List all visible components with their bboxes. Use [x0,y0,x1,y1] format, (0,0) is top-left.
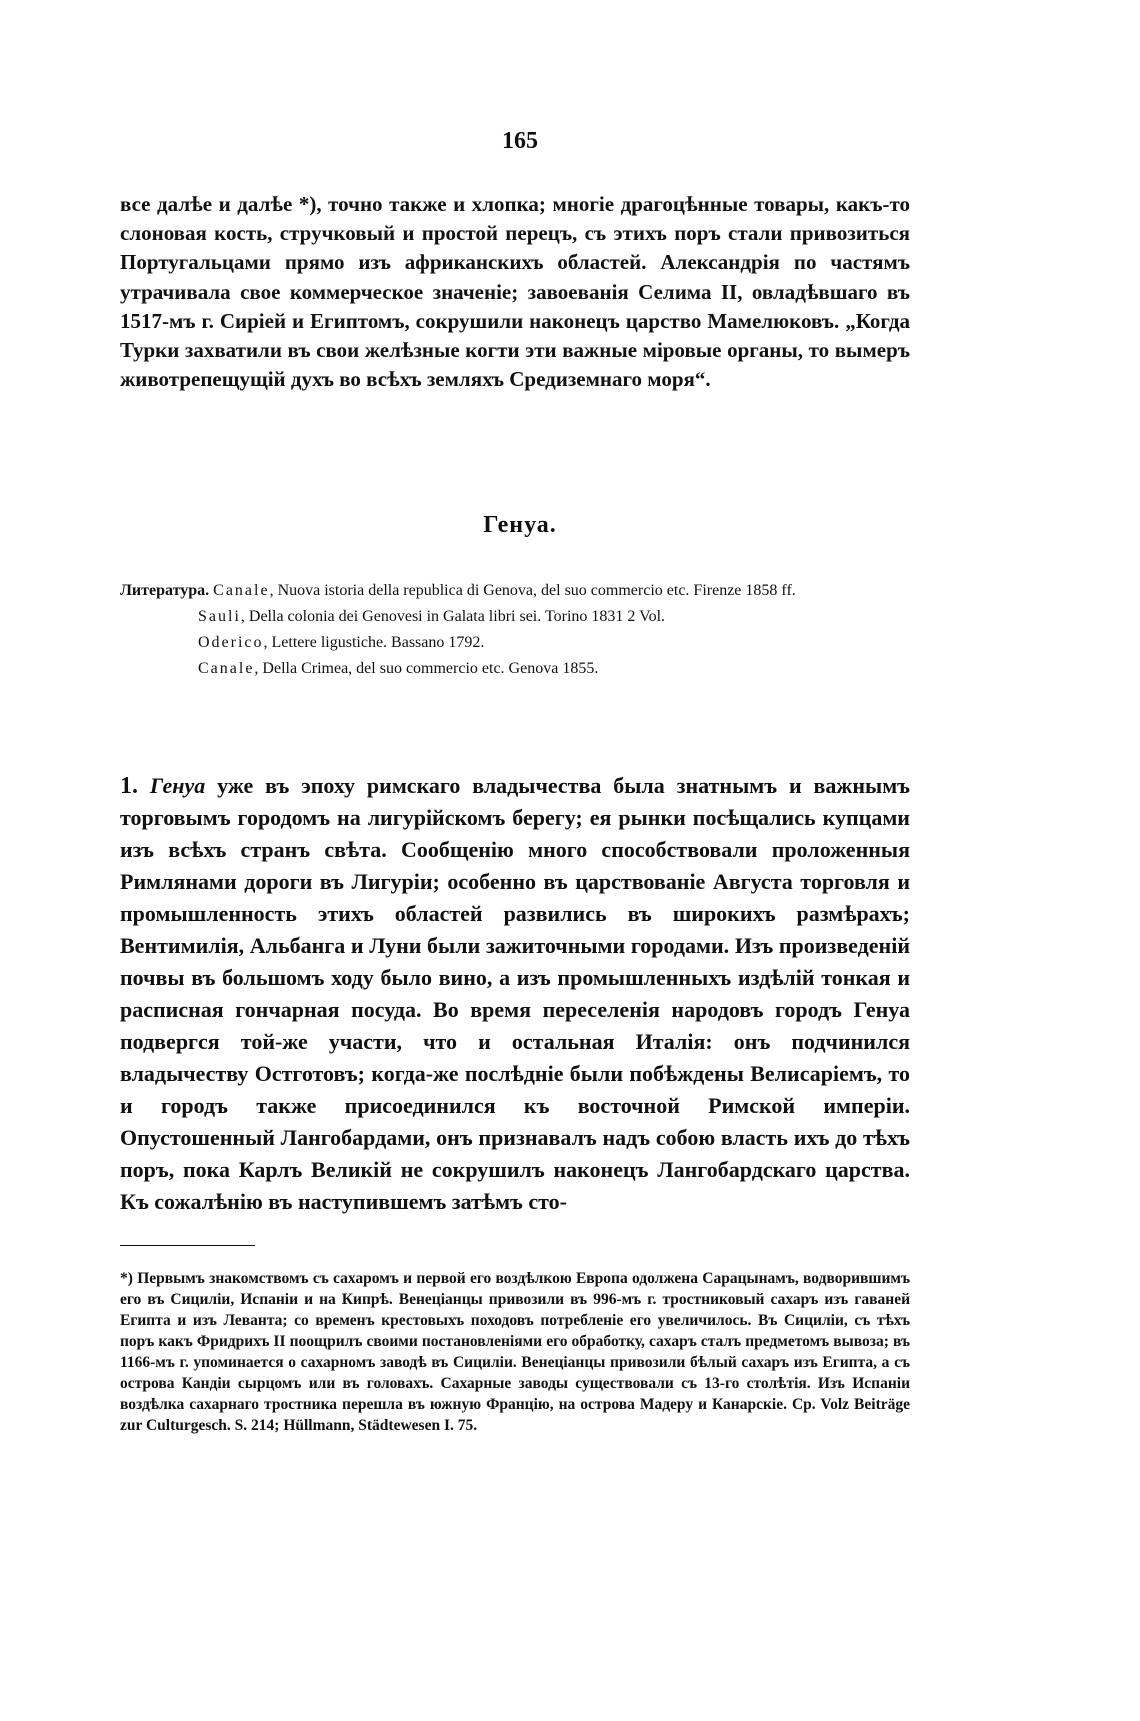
literature-author: Canale [198,660,255,677]
literature-entry [120,580,910,602]
literature-title: , Nuova istoria della republica di Genova, del suo commercio etc. Firenze 1858 ff. [269,582,796,599]
footnote-rule [120,1245,255,1246]
page-number: 165 [502,128,538,154]
paragraph-lead-word: Генуа [149,773,206,798]
footnote: *) Первымъ знакомствомъ съ сахаромъ и первой его воздѣлкою Европа одолжена Сарацынамъ, водворившимъ его въ Сициліи, Испаніи и на Кипрѣ. Венеціанцы привозили въ 996-мъ г. тростниковый сахаръ изъ гаваней Египта и изъ Леванта; со временъ крестовыхъ походовъ потребленіе его увеличилось. Въ Сициліи, съ тѣхъ поръ какъ Фридрихъ II поощрилъ своими постановленіями его обработку, сахаръ сталъ предметомъ вывоза; въ 1166-мъ г. упоминается о сахарномъ заводѣ въ Сициліи. Венеціанцы привозили бѣлый сахаръ изъ Египта, а съ острова Кандіи сырцомъ или въ головахъ. Сахарные заводы существовали съ 13-го столѣтія. Изъ Испаніи воздѣлка сахарнаго тростника перешла въ южную Францію, на острова Мадеру и Канарскіе. Cp. Volz Beiträge zur Culturgesch. S. 214; Hüllmann, Städtewesen I. 75. [120,1270,910,1434]
literature-lead: Литература. [120,582,210,599]
literature-list [120,580,910,684]
section-heading: Генуа. [483,512,557,538]
literature-entry [120,632,910,654]
literature-author: Sauli [198,608,241,625]
literature-author: Oderico [198,634,264,651]
main-paragraph [120,770,910,1218]
paragraph-number: 1. [120,773,138,799]
literature-entry [120,606,910,628]
literature-title: , Della colonia dei Genovesi in Galata libri sei. Torino 1831 2 Vol. [240,608,666,625]
literature-title: , Della Crimea, del suo commercio etc. Genova 1855. [254,660,599,677]
literature-title: , Lettere ligustiche. Bassano 1792. [263,634,485,651]
literature-author: Canale [213,582,270,599]
literature-entry [120,658,910,680]
paragraph-text: уже въ эпоху римскаго владычества была знатнымъ и важнымъ торговымъ городомъ на лигурійскомъ берегу; ея рынки посѣщались купцами изъ всѣхъ странъ свѣта. Сообщенію много способствовали проложенныя Римлянами дороги въ Лигуріи; особенно въ царствованіе Августа торговля и промышленность этихъ областей развились въ широкихъ размѣрахъ; Вентимилія, Альбанга и Луни были зажиточными городами. Изъ произведеній почвы въ большомъ ходу было вино, а изъ промышленныхъ издѣлій тонкая и расписная гончарная посуда. Во время переселенія народовъ городъ Генуа подвергся той-же участи, что и остальная Италія: онъ подчинился владычеству Остготовъ; когда-же послѣдніе были побѣждены Велисаріемъ, то и городъ также присоединился къ восточной Римской имперіи. Опустошенный Лангобардами, онъ признавалъ надъ собою власть ихъ до тѣхъ поръ, пока Карлъ Великій не сокрушилъ наконецъ Лангобардскаго царства. Къ сожалѣнію въ наступившемъ затѣмъ сто- [120,773,911,1214]
intro-paragraph: все далѣе и далѣе *), точно также и хлопка; многіе драгоцѣнные товары, какъ-то слоновая кость, стручковый и простой перецъ, съ этихъ поръ стали привозиться Португальцами прямо изъ африканскихъ областей. Александрія по частямъ утрачивала свое коммерческое значеніе; завоеванія Селима II, овладѣвшаго въ 1517-мъ г. Сиріей и Египтомъ, сокрушили наконецъ царство Мамелюковъ. „Когда Турки захватили въ свои желѣзные когти эти важные міровые органы, то вымеръ животрепещущій духъ во всѣхъ земляхъ Средиземнаго моря“. [120,192,910,392]
